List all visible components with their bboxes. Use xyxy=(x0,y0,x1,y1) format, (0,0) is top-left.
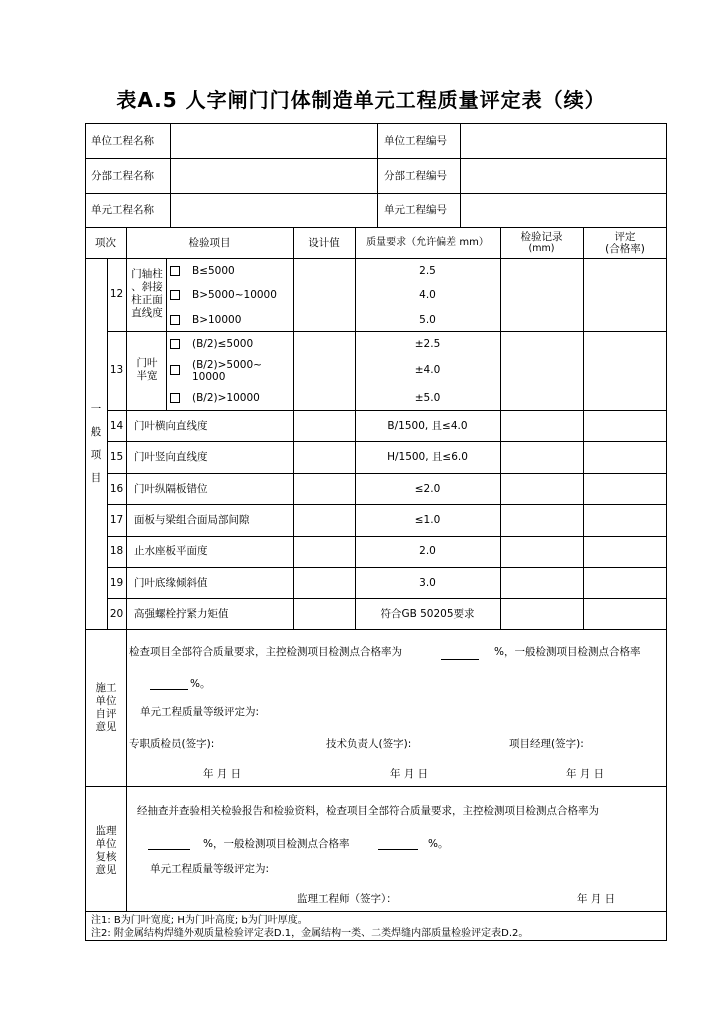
row-requirement: B/1500, 且≤4.0 xyxy=(387,420,468,432)
engineer-signature: 监理工程师（签字）： xyxy=(297,893,397,905)
manager-date: 年 月 日 xyxy=(566,768,605,780)
item-13-req-1: ±2.5 xyxy=(414,338,441,350)
element-project-name-label: 单元工程名称 xyxy=(91,204,154,216)
item-13-req-2: ±4.0 xyxy=(414,364,441,376)
general-pass-rate-field[interactable] xyxy=(150,689,188,690)
construction-line2: %。 xyxy=(190,678,211,690)
engineer-date: 年 月 日 xyxy=(577,893,616,905)
sub-project-name-label: 分部工程名称 xyxy=(91,170,154,182)
row-item: 高强螺栓拧紧力矩值 xyxy=(134,608,229,620)
page-title: 表A.5 人字闸门门体制造单元工程质量评定表（续） xyxy=(116,88,606,112)
col-design: 设计值 xyxy=(308,237,340,249)
checkbox-12-1[interactable] xyxy=(170,266,180,276)
manager-signature: 项目经理(签字): xyxy=(509,738,584,750)
col-eval-unit: (合格率) xyxy=(605,243,645,255)
checkbox-12-2[interactable] xyxy=(170,290,180,300)
item-12-cond-1: B≤5000 xyxy=(192,265,235,277)
element-project-no-label: 单元工程编号 xyxy=(384,204,447,216)
supervision-main-pass-rate-field[interactable] xyxy=(148,849,190,850)
supervision-line1: 经抽查并查验相关检验报告和检验资料，检查项目全部符合质量要求，主控检测项目检测点合格率为 xyxy=(137,805,599,817)
row-item: 止水座板平面度 xyxy=(134,545,208,557)
row-item: 面板与梁组合面局部间隙 xyxy=(134,514,250,526)
tech-lead-signature: 技术负责人(签字): xyxy=(326,738,412,750)
construction-line1: 检查项目全部符合质量要求，主控检测项目检测点合格率为 xyxy=(129,646,402,658)
construction-line1-tail: %，一般检测项目检测点合格率 xyxy=(494,646,641,658)
checkbox-13-3[interactable] xyxy=(170,393,180,403)
item-13-cond-2: (B/2)>5000~ 10000 xyxy=(192,359,262,383)
item-12-name: 门轴柱 、斜接 柱正面 直线度 xyxy=(131,268,163,319)
supervision-grade: 单元工程质量等级评定为: xyxy=(150,863,270,875)
row-item: 门叶纵隔板错位 xyxy=(134,483,208,495)
construction-grade: 单元工程质量等级评定为: xyxy=(140,706,260,718)
item-12-req-1: 2.5 xyxy=(419,265,436,277)
inspector-signature: 专职质检员(签字): xyxy=(129,738,215,750)
col-quality: 质量要求（允许偏差 mm） xyxy=(366,237,489,248)
item-12-cond-2: B>5000~10000 xyxy=(192,289,277,301)
inspector-date: 年 月 日 xyxy=(203,768,242,780)
row-no: 19 xyxy=(109,577,124,589)
row-no: 16 xyxy=(109,483,124,495)
item-13-name: 门叶 半宽 xyxy=(136,357,158,382)
row-no: 20 xyxy=(109,608,124,620)
col-item: 检验项目 xyxy=(188,237,231,249)
supervision-line2-mid: %，一般检测项目检测点合格率 xyxy=(203,838,350,850)
item-13-cond-3: (B/2)>10000 xyxy=(192,392,260,404)
row-no: 18 xyxy=(109,545,124,557)
item-12-cond-3: B>10000 xyxy=(192,314,242,326)
item-13-cond-1: (B/2)≤5000 xyxy=(192,338,254,350)
supervision-label: 监理 单位 复核 意见 xyxy=(95,825,117,876)
sub-project-no-label: 分部工程编号 xyxy=(384,170,447,182)
col-seq: 项次 xyxy=(95,237,116,249)
row-requirement: H/1500, 且≤6.0 xyxy=(387,451,468,463)
row-requirement: 2.0 xyxy=(419,545,436,557)
checkbox-12-3[interactable] xyxy=(170,315,180,325)
col-record-unit: (mm) xyxy=(528,243,555,254)
row-requirement: 符合GB 50205要求 xyxy=(380,608,475,620)
note-2: 注2: 附金属结构焊缝外观质量检验评定表D.1，金属结构一类、二类焊缝内部质量检验评定表D.2。 xyxy=(91,928,529,939)
supervision-general-pass-rate-field[interactable] xyxy=(378,849,418,850)
col-record: 检验记录 xyxy=(520,231,563,243)
row-no: 15 xyxy=(109,451,124,463)
item-12-req-2: 4.0 xyxy=(419,289,436,301)
main-pass-rate-field[interactable] xyxy=(441,659,479,660)
note-1: 注1: B为门叶宽度; H为门叶高度; b为门叶厚度。 xyxy=(91,915,308,926)
row-no: 14 xyxy=(109,420,124,432)
item-12-no: 12 xyxy=(109,288,124,300)
unit-project-name-label: 单位工程名称 xyxy=(91,135,154,147)
row-item: 门叶底缘倾斜值 xyxy=(134,577,208,589)
col-eval: 评定 xyxy=(614,231,636,243)
supervision-line2-tail: %。 xyxy=(428,838,449,850)
row-requirement: 3.0 xyxy=(419,577,436,589)
item-13-no: 13 xyxy=(109,364,124,376)
row-item: 门叶横向直线度 xyxy=(134,420,208,432)
group-label: 一 般 项 目 xyxy=(90,403,102,484)
tech-lead-date: 年 月 日 xyxy=(390,768,429,780)
checkbox-13-1[interactable] xyxy=(170,339,180,349)
row-item: 门叶竖向直线度 xyxy=(134,451,208,463)
item-12-req-3: 5.0 xyxy=(419,314,436,326)
row-requirement: ≤2.0 xyxy=(414,483,441,495)
construction-label: 施工 单位 自评 意见 xyxy=(95,682,117,733)
checkbox-13-2[interactable] xyxy=(170,365,180,375)
unit-project-no-label: 单位工程编号 xyxy=(384,135,447,147)
row-no: 17 xyxy=(109,514,124,526)
row-requirement: ≤1.0 xyxy=(414,514,441,526)
item-13-req-3: ±5.0 xyxy=(414,392,441,404)
